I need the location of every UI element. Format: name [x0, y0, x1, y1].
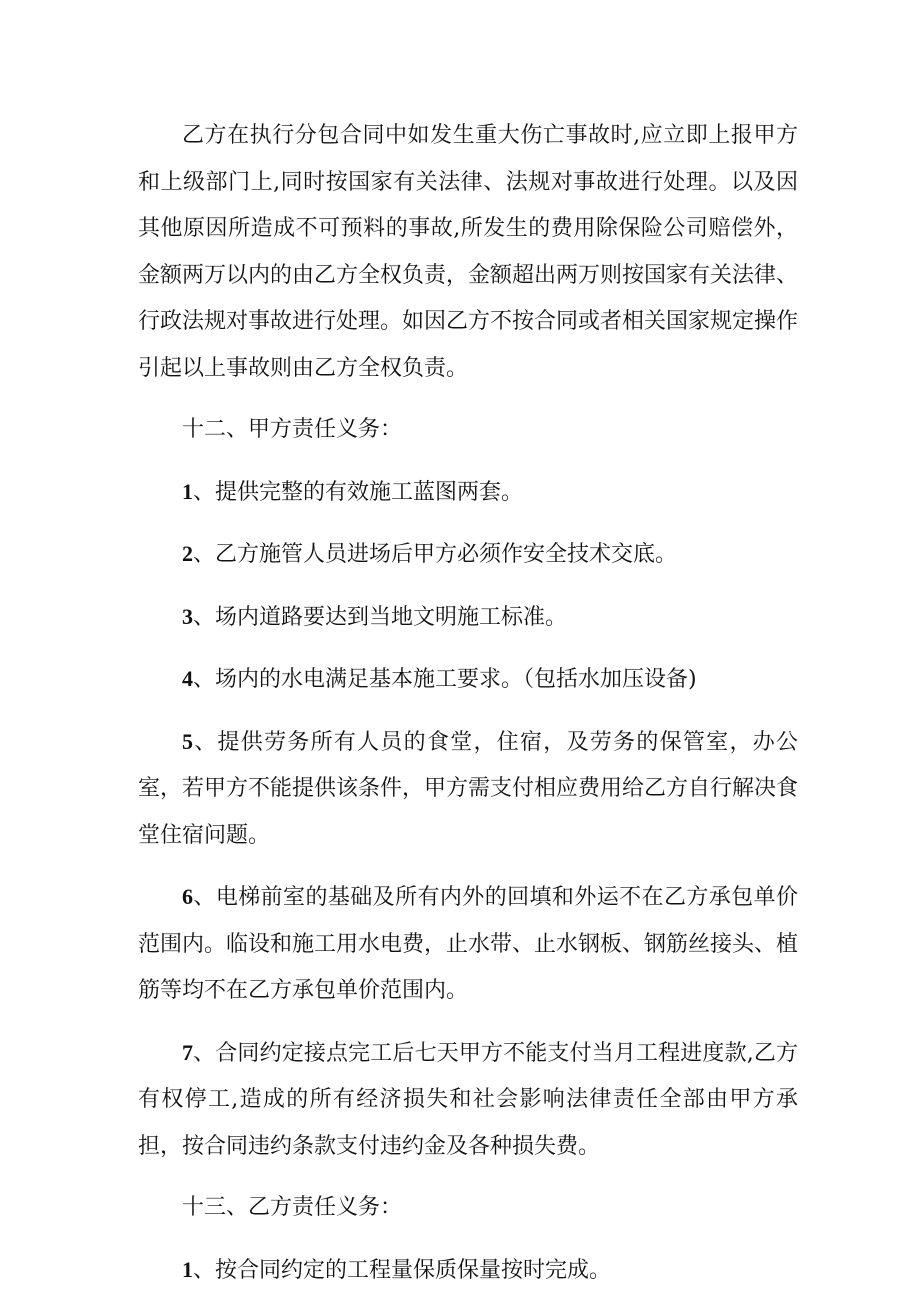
list-item [138, 594, 798, 642]
section-heading-party-b-duties [138, 1185, 798, 1232]
item-number: 1 [182, 1256, 193, 1282]
heading-text: 十二、甲方责任义务： [182, 417, 403, 442]
section-heading-party-a-duties [138, 407, 798, 454]
item-text: 、场内道路要达到当地文明施工标准。 [193, 604, 568, 630]
paragraph-accident-liability [138, 113, 798, 392]
item-text: 、场内的水电满足基本施工要求。（包括水加压设备) [193, 667, 697, 692]
list-item [138, 874, 798, 1015]
item-text: 、按合同约定的工程量保质保量按时完成。 [193, 1257, 612, 1283]
item-number: 3 [182, 603, 193, 629]
item-number: 1 [182, 478, 193, 504]
item-number: 5 [182, 728, 193, 754]
item-text: 、乙方施管人员进场后甲方必须作安全技术交底。 [193, 542, 678, 567]
list-item [138, 719, 798, 860]
item-number: 7 [182, 1039, 193, 1065]
item-text: 、电梯前室的基础及所有内外的回填和外运不在乙方承包单价范围内。临设和施工用水电费，止水带、止水钢板、钢筋丝接头、植筋等均不在乙方承包单价范围内。 [138, 885, 799, 1003]
item-number: 4 [182, 666, 193, 691]
list-item [138, 531, 798, 579]
item-number: 2 [182, 541, 193, 566]
heading-text: 十三、乙方责任义务： [182, 1195, 403, 1220]
item-text: 、提供劳务所有人员的食堂，住宿，及劳务的保管室，办公室，若甲方不能提供该条件，甲方需支付相应费用给乙方自行解决食堂住宿问题。 [138, 729, 799, 848]
list-item [138, 1247, 798, 1295]
paragraph-text: 乙方在执行分包合同中如发生重大伤亡事故时,应立即上报甲方和上级部门上,同时按国家有关法律、法规对事故进行处理。以及因其他原因所造成不可预料的事故,所发生的费用除保险公司赔偿外，金额两万以内的由乙方全权负责，金额超出两万则按国家有关法律、行政法规对事故进行处理。如因乙方不按合同或者相关国家规定操作引起以上事故则由乙方全权负责。 [138, 123, 799, 381]
list-item [138, 469, 798, 517]
document-body [138, 113, 798, 1309]
item-text: 、提供完整的有效施工蓝图两套。 [193, 479, 524, 505]
item-text: 、合同约定接点完工后七天甲方不能支付当月工程进度款,乙方有权停工,造成的所有经济损失和社会影响法律责任全部由甲方承担，按合同违约条款支付违约金及各种损失费。 [138, 1040, 798, 1159]
item-number: 6 [182, 884, 193, 909]
list-item [138, 656, 798, 704]
list-item [138, 1030, 798, 1171]
